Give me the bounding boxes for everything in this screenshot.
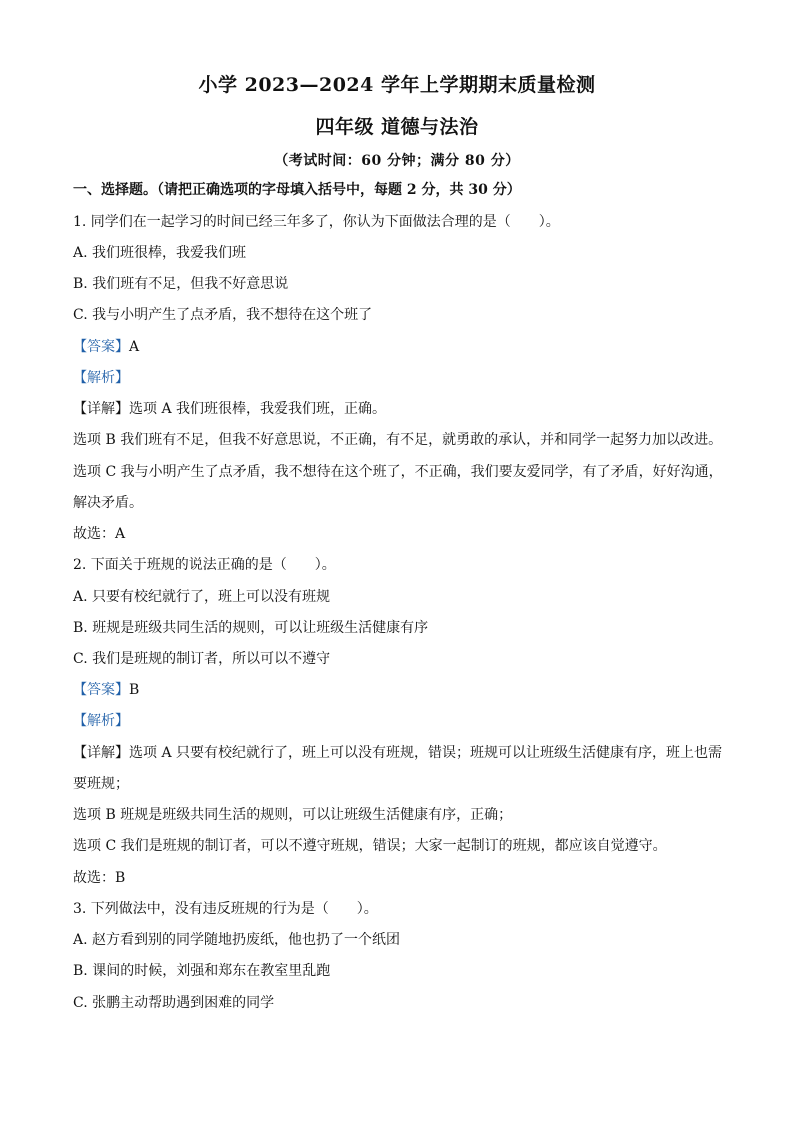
q2-detail-4: 选项 C 我们是班规的制订者，可以不遵守班规，错误；大家一起制订的班规，都应该自觉遵守。 xyxy=(73,838,667,854)
q1-analysis-tag: 【解析】 xyxy=(73,370,129,386)
q2-choice: 故选：B xyxy=(73,870,126,886)
answer-value: A xyxy=(129,339,140,355)
q1-option-a: A. 我们班很棒，我爱我们班 xyxy=(73,245,247,261)
q2-option-a: A. 只要有校纪就行了，班上可以没有班规 xyxy=(73,589,331,605)
section-heading: 一、选择题。（请把正确选项的字母填入括号中，每题 2 分，共 30 分） xyxy=(73,182,521,198)
q3-option-a: A. 赵方看到别的同学随地扔废纸，他也扔了一个纸团 xyxy=(73,932,401,948)
q3-stem: 3. 下列做法中，没有违反班规的行为是（ ）。 xyxy=(73,901,378,917)
q2-analysis-tag: 【解析】 xyxy=(73,713,129,729)
q1-option-c: C. 我与小明产生了点矛盾，我不想待在这个班了 xyxy=(73,307,373,323)
q1-detail-4: 解决矛盾。 xyxy=(73,495,143,511)
detail-tag: 【详解】 xyxy=(73,401,129,417)
q1-detail-1 xyxy=(73,399,723,419)
detail-text: 选项 A 我们班很棒，我爱我们班，正确。 xyxy=(129,401,387,417)
q2-answer xyxy=(73,680,723,700)
q2-detail-3: 选项 B 班规是班级共同生活的规则，可以让班级生活健康有序，正确； xyxy=(73,807,513,823)
q1-detail-2: 选项 B 我们班有不足，但我不好意思说，不正确，有不足，就勇敢的承认，并和同学一起努力加以改进。 xyxy=(73,432,723,448)
q2-option-c: C. 我们是班规的制订者，所以可以不遵守 xyxy=(73,651,331,667)
document-title: 小学 2023—2024 学年上学期期末质量检测 xyxy=(198,74,596,96)
answer-tag: 【答案】 xyxy=(73,682,129,698)
q1-choice: 故选：A xyxy=(73,526,126,542)
q2-stem: 2. 下面关于班规的说法正确的是（ ）。 xyxy=(73,557,336,573)
detail-tag: 【详解】 xyxy=(73,745,129,761)
q1-answer xyxy=(73,337,723,357)
detail-text: 选项 A 只要有校纪就行了，班上可以没有班规，错误；班规可以让班级生活健康有序，班上也需 xyxy=(129,745,723,761)
q1-option-b: B. 我们班有不足，但我不好意思说 xyxy=(73,276,289,292)
q3-option-c: C. 张鹏主动帮助遇到困难的同学 xyxy=(73,995,275,1011)
exam-info: （考试时间：60 分钟；满分 80 分） xyxy=(274,153,520,169)
q3-option-b: B. 课间的时候，刘强和郑东在教室里乱跑 xyxy=(73,963,331,979)
q1-stem: 1. 同学们在一起学习的时间已经三年多了，你认为下面做法合理的是（ ）。 xyxy=(73,214,560,230)
answer-tag: 【答案】 xyxy=(73,339,129,355)
q1-detail-3: 选项 C 我与小明产生了点矛盾，我不想待在这个班了，不正确，我们要友爱同学，有了矛盾，好好沟通， xyxy=(73,464,723,480)
q2-option-b: B. 班规是班级共同生活的规则，可以让班级生活健康有序 xyxy=(73,620,429,636)
answer-value: B xyxy=(129,682,140,698)
document-subtitle: 四年级 道德与法治 xyxy=(315,116,479,138)
q2-detail-2: 要班规； xyxy=(73,776,129,792)
q2-detail-1 xyxy=(73,743,723,763)
